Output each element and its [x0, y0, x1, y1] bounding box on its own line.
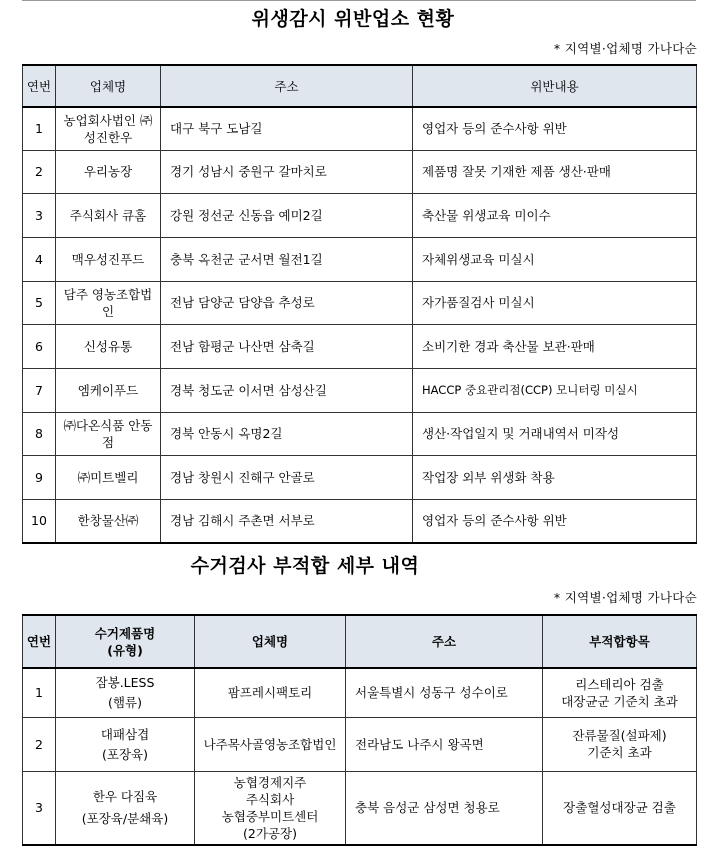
- header-no: 연번: [23, 615, 56, 668]
- recall-inspection-table: [22, 614, 697, 846]
- row-company: 맥우성진푸드: [56, 237, 161, 281]
- header-product-name: 수거제품명: [94, 625, 156, 641]
- company-line: 농협경제지주: [233, 774, 307, 790]
- product-name: 한우 다짐육: [92, 789, 158, 805]
- section2-title: 수거검사 부적합 세부 내역: [190, 555, 420, 577]
- row-address: 전남 함평군 나산면 삼축길: [161, 324, 413, 368]
- section1-title: 위생감시 위반업소 현황: [251, 8, 455, 30]
- row-company: 우리농장: [56, 150, 161, 193]
- section1-sort-note: * 지역별·업체명 가나다순: [553, 41, 697, 56]
- row-address: 전남 담양군 담양읍 추성로: [161, 281, 413, 324]
- row-no: 6: [23, 324, 56, 368]
- table-row: [23, 455, 697, 499]
- row-no: 8: [23, 412, 56, 455]
- header-violation: 위반내용: [413, 65, 697, 107]
- row-violation: 자가품질검사 미실시: [413, 281, 697, 324]
- product-name: 대패삼겹: [100, 726, 150, 742]
- row-product: [56, 717, 195, 771]
- row-address: 강원 정선군 신동읍 예미2길: [161, 193, 413, 237]
- header-item: 부적합항목: [543, 615, 697, 668]
- table-row: [23, 717, 697, 771]
- header-address: 주소: [161, 65, 413, 107]
- row-address: 경남 김해시 주촌면 서부로: [161, 499, 413, 543]
- row-address: 경북 안동시 옥명2길: [161, 412, 413, 455]
- row-no: 2: [23, 717, 56, 771]
- row-no: 3: [23, 771, 56, 845]
- row-company: 나주목사골영농조합법인: [195, 717, 346, 771]
- row-item: 장출혈성대장균 검출: [543, 771, 697, 845]
- row-address: 충북 음성군 삼성면 청용로: [346, 771, 543, 845]
- row-violation: 영업자 등의 준수사항 위반: [413, 107, 697, 150]
- row-violation: 작업장 외부 위생화 착용: [413, 455, 697, 499]
- row-company: 담주 영농조합법인: [56, 281, 161, 324]
- row-no: 1: [23, 668, 56, 717]
- row-address: 경남 창원시 진해구 안골로: [161, 455, 413, 499]
- company-line: 주식회사: [245, 791, 295, 807]
- table-row: [23, 368, 697, 412]
- item-line: 대장균군 기준치 초과: [561, 693, 678, 709]
- table-row: [23, 281, 697, 324]
- row-product: [56, 771, 195, 845]
- row-no: 9: [23, 455, 56, 499]
- product-name: 잠봉.LESS: [95, 675, 155, 691]
- row-company: ㈜다온식품 안동점: [56, 412, 161, 455]
- row-company: [195, 771, 346, 845]
- table-row: [23, 499, 697, 543]
- table-row: [23, 412, 697, 455]
- row-item: [543, 717, 697, 771]
- row-company: 엠케이푸드: [56, 368, 161, 412]
- row-company: 주식회사 큐홈: [56, 193, 161, 237]
- row-address: 대구 북구 도남길: [161, 107, 413, 150]
- header-product-type: (유형): [107, 642, 143, 658]
- row-company: 신성유통: [56, 324, 161, 368]
- table-row: [23, 150, 697, 193]
- row-violation: HACCP 중요관리점(CCP) 모니터링 미실시: [413, 368, 697, 412]
- row-no: 2: [23, 150, 56, 193]
- item-line: 리스테리아 검출: [575, 676, 664, 692]
- company-line: (2가공장): [243, 825, 297, 841]
- row-address: 충북 옥천군 군서면 월전1길: [161, 237, 413, 281]
- header-product: [56, 615, 195, 668]
- row-product: [56, 668, 195, 717]
- table-row: [23, 107, 697, 150]
- item-line: 기준치 초과: [587, 745, 652, 760]
- row-address: 전라남도 나주시 왕곡면: [346, 717, 543, 771]
- product-type: (포장육/분쇄육): [81, 811, 169, 827]
- header-no: 연번: [23, 65, 56, 107]
- row-no: 3: [23, 193, 56, 237]
- table-row: [23, 237, 697, 281]
- row-address: 경기 성남시 중원구 갈마치로: [161, 150, 413, 193]
- item-line: 잔류물질(설파제): [572, 728, 667, 743]
- recall-table-header: [23, 615, 697, 668]
- row-violation: 소비기한 경과 축산물 보관·판매: [413, 324, 697, 368]
- row-company: 한창물산㈜: [56, 499, 161, 543]
- row-violation: 축산물 위생교육 미이수: [413, 193, 697, 237]
- row-company: 팜프레시팩토리: [195, 668, 346, 717]
- header-company: 업체명: [195, 615, 346, 668]
- product-type: (포장육): [102, 746, 148, 762]
- table-row: [23, 324, 697, 368]
- header-address: 주소: [346, 615, 543, 668]
- row-address: 경북 청도군 이서면 삼성산길: [161, 368, 413, 412]
- row-violation: 생산·작업일지 및 거래내역서 미작성: [413, 412, 697, 455]
- row-violation: 영업자 등의 준수사항 위반: [413, 499, 697, 543]
- row-no: 1: [23, 107, 56, 150]
- section2-sort-note: * 지역별·업체명 가나다순: [553, 590, 697, 605]
- row-violation: 제품명 잘못 기재한 제품 생산·판매: [413, 150, 697, 193]
- row-company: 농업회사법인 ㈜성진한우: [56, 107, 161, 150]
- table-row: [23, 193, 697, 237]
- row-no: 4: [23, 237, 56, 281]
- row-no: 5: [23, 281, 56, 324]
- row-company: ㈜미트벨리: [56, 455, 161, 499]
- table-row: [23, 771, 697, 845]
- header-company: 업체명: [56, 65, 161, 107]
- row-violation: 자체위생교육 미실시: [413, 237, 697, 281]
- violation-table: [22, 64, 697, 544]
- table-row: [23, 668, 697, 717]
- violation-table-header: [23, 65, 697, 107]
- product-type: (햄류): [108, 695, 142, 711]
- row-address: 서울특별시 성동구 성수이로: [346, 668, 543, 717]
- row-item: [543, 668, 697, 717]
- row-no: 7: [23, 368, 56, 412]
- company-line: 농협중부미트센터: [221, 808, 319, 824]
- row-no: 10: [23, 499, 56, 543]
